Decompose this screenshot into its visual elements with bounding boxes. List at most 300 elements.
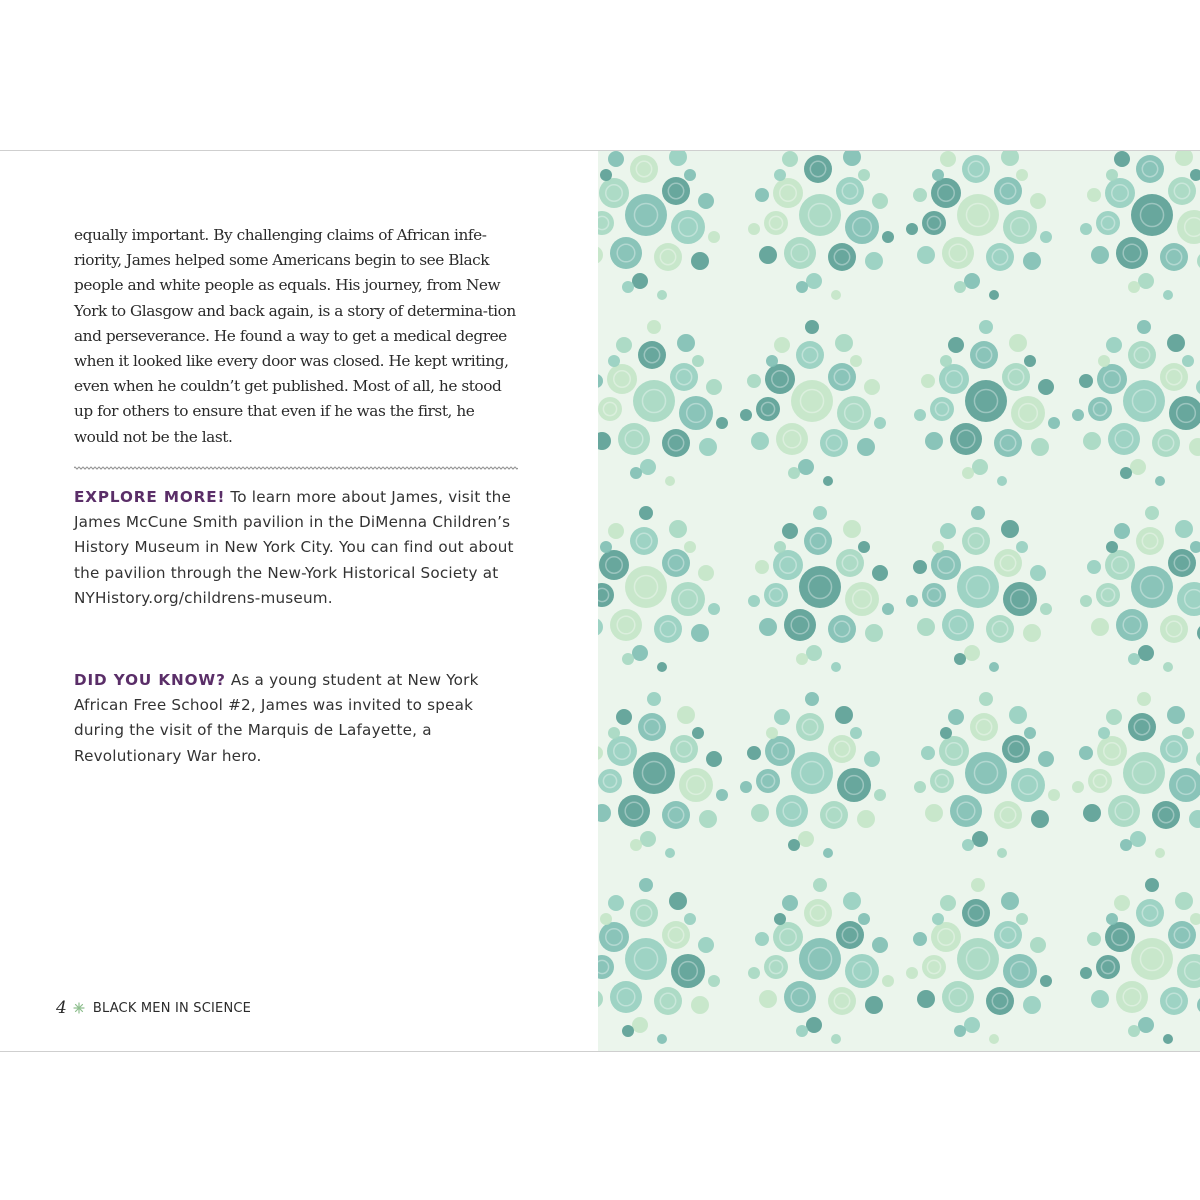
pattern-dot xyxy=(765,736,795,766)
pattern-dot xyxy=(828,363,856,391)
pattern-dot xyxy=(858,913,870,925)
explore-more-text: To learn more about James, visit the James McCune Smith pavilion in the DiMenna Children’s History Museum in New York City. You can find out about the pavilion through the New-York Historical Society at NYHistory.org/childrens-museum. xyxy=(74,488,514,607)
pattern-dot xyxy=(1196,751,1200,767)
pattern-dot xyxy=(931,178,961,208)
pattern-dot xyxy=(1024,727,1036,739)
pattern-dot xyxy=(1024,355,1036,367)
pattern-dot xyxy=(671,954,705,988)
pattern-dot xyxy=(600,913,612,925)
pattern-dot xyxy=(962,467,974,479)
pattern-dot xyxy=(677,706,695,724)
pattern-dot xyxy=(756,769,780,793)
pattern-dot xyxy=(1003,582,1037,616)
pattern-dot xyxy=(804,527,832,555)
pattern-dot xyxy=(662,801,690,829)
pattern-dot xyxy=(906,223,918,235)
pattern-dot xyxy=(638,341,666,369)
pattern-dot xyxy=(630,155,658,183)
pattern-dot xyxy=(782,895,798,911)
pattern-dot xyxy=(708,975,720,987)
star-ornament-icon xyxy=(73,1002,85,1014)
pattern-dot xyxy=(845,210,879,244)
pattern-dot xyxy=(836,549,864,577)
pattern-dot xyxy=(630,839,642,851)
pattern-dot xyxy=(1087,560,1101,574)
pattern-dot xyxy=(845,582,879,616)
pattern-dot xyxy=(965,380,1007,422)
pattern-dot xyxy=(608,355,620,367)
pattern-dot xyxy=(964,273,980,289)
pattern-dot xyxy=(647,320,661,334)
dot-cluster xyxy=(598,878,720,1044)
page-number: 4 xyxy=(56,998,67,1018)
pattern-dot xyxy=(831,290,841,300)
pattern-dot xyxy=(994,801,1022,829)
pattern-dot xyxy=(1048,789,1060,801)
pattern-dot xyxy=(616,337,632,353)
pattern-dot xyxy=(850,355,862,367)
pattern-dot xyxy=(1190,169,1200,181)
pattern-dot xyxy=(791,752,833,794)
pattern-dot xyxy=(1023,624,1041,642)
dot-cluster xyxy=(1080,151,1200,300)
pattern-dot xyxy=(632,645,648,661)
pattern-dot xyxy=(917,990,935,1008)
explore-more-lead: EXPLORE MORE! xyxy=(74,488,226,506)
pattern-dot xyxy=(799,938,841,980)
pattern-dot xyxy=(657,662,667,672)
pattern-dot xyxy=(765,364,795,394)
pattern-dot xyxy=(598,769,622,793)
pattern-dot xyxy=(698,565,714,581)
decorative-pattern-page xyxy=(598,151,1200,1051)
pattern-dot xyxy=(828,243,856,271)
pattern-dot xyxy=(774,337,790,353)
pattern-dot xyxy=(1001,520,1019,538)
pattern-dot xyxy=(1105,550,1135,580)
pattern-dot xyxy=(598,955,614,979)
dot-cluster xyxy=(906,151,1052,300)
running-head: BLACK MEN IN SCIENCE xyxy=(92,1000,252,1016)
pattern-dot xyxy=(979,320,993,334)
pattern-dot xyxy=(1011,768,1045,802)
pattern-dot xyxy=(957,938,999,980)
pattern-dot xyxy=(932,541,944,553)
dot-cluster xyxy=(748,151,894,300)
pattern-dot xyxy=(970,713,998,741)
pattern-dot xyxy=(922,955,946,979)
pattern-dot xyxy=(1011,396,1045,430)
pattern-dot xyxy=(625,194,667,236)
pattern-dot xyxy=(1114,895,1130,911)
pattern-dot xyxy=(1182,355,1194,367)
pattern-dot xyxy=(1079,374,1093,388)
pattern-dot xyxy=(618,423,650,455)
dot-cluster xyxy=(748,878,894,1044)
pattern-dot xyxy=(1105,922,1135,952)
pattern-dot xyxy=(1138,1017,1154,1033)
pattern-dot xyxy=(806,273,822,289)
pattern-dot xyxy=(598,211,614,235)
pattern-dot xyxy=(654,987,682,1015)
pattern-dot xyxy=(751,804,769,822)
pattern-dot xyxy=(962,155,990,183)
pattern-dot xyxy=(872,937,888,953)
pattern-dot xyxy=(1080,595,1092,607)
pattern-dot xyxy=(843,151,861,166)
page-footer xyxy=(56,997,251,1019)
pattern-dot xyxy=(677,334,695,352)
pattern-dot xyxy=(1048,417,1060,429)
pattern-dot xyxy=(857,438,875,456)
pattern-dot xyxy=(755,188,769,202)
dot-cluster xyxy=(598,692,728,858)
pattern-dot xyxy=(784,981,816,1013)
pattern-dot xyxy=(1155,848,1165,858)
pattern-dot xyxy=(1138,273,1154,289)
pattern-dot xyxy=(940,151,956,167)
pattern-dot xyxy=(608,151,624,167)
pattern-dot xyxy=(1190,541,1200,553)
pattern-dot xyxy=(1167,706,1185,724)
pattern-dot xyxy=(740,409,752,421)
pattern-dot xyxy=(1168,177,1196,205)
pattern-dot xyxy=(600,541,612,553)
pattern-dot xyxy=(1177,582,1200,616)
pattern-dot xyxy=(994,429,1022,457)
pattern-dot xyxy=(964,1017,980,1033)
pattern-dot xyxy=(599,922,629,952)
pattern-dot xyxy=(706,751,722,767)
pattern-dot xyxy=(1145,878,1159,892)
pattern-dot xyxy=(755,560,769,574)
pattern-dot xyxy=(820,429,848,457)
pattern-dot xyxy=(1160,363,1188,391)
pattern-dot xyxy=(836,921,864,949)
pattern-dot xyxy=(759,246,777,264)
pattern-dot xyxy=(1123,380,1165,422)
pattern-dot xyxy=(1096,955,1120,979)
pattern-dot xyxy=(657,290,667,300)
pattern-dot xyxy=(940,523,956,539)
pattern-dot xyxy=(679,396,713,430)
pattern-dot xyxy=(1030,193,1046,209)
pattern-dot xyxy=(1009,334,1027,352)
pattern-dot xyxy=(1120,839,1132,851)
pattern-dot xyxy=(1097,736,1127,766)
pattern-dot xyxy=(872,565,888,581)
pattern-dot xyxy=(843,892,861,910)
pattern-dot xyxy=(748,595,760,607)
pattern-dot xyxy=(669,520,687,538)
pattern-dot xyxy=(1128,281,1140,293)
pattern-dot xyxy=(828,735,856,763)
pattern-dot xyxy=(1080,223,1092,235)
pattern-dot xyxy=(1040,975,1052,987)
pattern-dot xyxy=(799,566,841,608)
pattern-dot xyxy=(1160,735,1188,763)
pattern-dot xyxy=(796,653,808,665)
pattern-dot xyxy=(882,603,894,615)
pattern-dot xyxy=(1160,615,1188,643)
pattern-dot xyxy=(843,520,861,538)
pattern-dot xyxy=(1030,937,1046,953)
pattern-dot xyxy=(986,615,1014,643)
pattern-dot xyxy=(1106,169,1118,181)
pattern-dot xyxy=(669,892,687,910)
dot-cluster xyxy=(906,506,1052,672)
pattern-dot xyxy=(921,374,935,388)
pattern-dot xyxy=(632,1017,648,1033)
pattern-dot xyxy=(716,789,728,801)
pattern-dot xyxy=(913,188,927,202)
pattern-dot xyxy=(806,1017,822,1033)
pattern-dot xyxy=(804,899,832,927)
pattern-dot xyxy=(598,990,603,1008)
pattern-dot xyxy=(837,768,871,802)
pattern-dot xyxy=(748,967,760,979)
pattern-dot xyxy=(989,290,999,300)
pattern-dot xyxy=(1087,188,1101,202)
pattern-dot xyxy=(747,746,761,760)
pattern-dot xyxy=(970,341,998,369)
pattern-dot xyxy=(932,169,944,181)
pattern-dot xyxy=(796,713,824,741)
pattern-dot xyxy=(962,899,990,927)
pattern-dot xyxy=(1083,804,1101,822)
pattern-dot xyxy=(1091,246,1109,264)
pattern-dot xyxy=(1167,334,1185,352)
pattern-dot xyxy=(1088,769,1112,793)
pattern-dot xyxy=(755,932,769,946)
pattern-dot xyxy=(1072,409,1084,421)
pattern-dot xyxy=(639,506,653,520)
pattern-dot xyxy=(939,736,969,766)
pattern-dot xyxy=(1002,735,1030,763)
pattern-dot xyxy=(684,541,696,553)
pattern-dot xyxy=(610,981,642,1013)
pattern-dot xyxy=(640,831,656,847)
explore-more-note xyxy=(74,485,524,611)
dot-cluster xyxy=(598,151,720,300)
pattern-dot xyxy=(599,178,629,208)
pattern-dot xyxy=(942,981,974,1013)
pattern-dot xyxy=(932,913,944,925)
dot-cluster xyxy=(914,320,1060,486)
pattern-dot xyxy=(942,609,974,641)
pattern-dot xyxy=(1189,438,1200,456)
pattern-dot xyxy=(997,476,1007,486)
pattern-dot xyxy=(610,237,642,269)
pattern-dot xyxy=(865,252,883,270)
pattern-dot xyxy=(986,243,1014,271)
pattern-dot xyxy=(906,967,918,979)
pattern-dot xyxy=(776,795,808,827)
pattern-dot xyxy=(657,1034,667,1044)
pattern-dot xyxy=(698,937,714,953)
pattern-dot xyxy=(831,1034,841,1044)
dot-cluster xyxy=(906,878,1052,1044)
pattern-dot xyxy=(1001,892,1019,910)
pattern-dot xyxy=(835,706,853,724)
pattern-dot xyxy=(1152,429,1180,457)
pattern-dot xyxy=(979,692,993,706)
pattern-dot xyxy=(882,975,894,987)
pattern-dot xyxy=(965,752,1007,794)
dot-pattern-illustration xyxy=(598,151,1200,1051)
pattern-dot xyxy=(925,804,943,822)
pattern-dot xyxy=(865,624,883,642)
pattern-dot xyxy=(806,645,822,661)
pattern-dot xyxy=(607,736,637,766)
pattern-dot xyxy=(954,281,966,293)
pattern-dot xyxy=(835,334,853,352)
pattern-dot xyxy=(708,603,720,615)
pattern-dot xyxy=(764,583,788,607)
dot-cluster xyxy=(1072,692,1200,858)
pattern-dot xyxy=(1138,645,1154,661)
pattern-dot xyxy=(989,1034,999,1044)
pattern-dot xyxy=(1120,467,1132,479)
pattern-dot xyxy=(670,735,698,763)
pattern-dot xyxy=(654,615,682,643)
pattern-dot xyxy=(1137,320,1151,334)
pattern-dot xyxy=(1098,727,1110,739)
pattern-dot xyxy=(957,566,999,608)
pattern-dot xyxy=(1038,751,1054,767)
pattern-dot xyxy=(1098,355,1110,367)
pattern-dot xyxy=(1106,541,1118,553)
pattern-dot xyxy=(691,624,709,642)
pattern-dot xyxy=(1160,987,1188,1015)
pattern-dot xyxy=(774,709,790,725)
pattern-dot xyxy=(782,523,798,539)
pattern-dot xyxy=(964,645,980,661)
pattern-dot xyxy=(759,618,777,636)
pattern-dot xyxy=(914,409,926,421)
pattern-dot xyxy=(1016,169,1028,181)
pattern-dot xyxy=(1072,781,1084,793)
pattern-dot xyxy=(1031,810,1049,828)
left-page xyxy=(0,151,598,1051)
pattern-dot xyxy=(1116,981,1148,1013)
pattern-dot xyxy=(948,709,964,725)
pattern-dot xyxy=(828,615,856,643)
pattern-dot xyxy=(917,618,935,636)
wavy-rule-icon xyxy=(74,466,518,470)
pattern-dot xyxy=(940,355,952,367)
pattern-dot xyxy=(632,273,648,289)
pattern-dot xyxy=(850,727,862,739)
pattern-dot xyxy=(625,938,667,980)
pattern-dot xyxy=(751,432,769,450)
pattern-dot xyxy=(639,878,653,892)
pattern-dot xyxy=(630,467,642,479)
pattern-dot xyxy=(837,396,871,430)
pattern-dot xyxy=(1175,892,1193,910)
pattern-dot xyxy=(1083,432,1101,450)
pattern-dot xyxy=(1031,438,1049,456)
pattern-dot xyxy=(962,839,974,851)
pattern-dot xyxy=(940,727,952,739)
pattern-dot xyxy=(845,954,879,988)
pattern-dot xyxy=(950,423,982,455)
pattern-dot xyxy=(764,955,788,979)
pattern-dot xyxy=(684,169,696,181)
pattern-dot xyxy=(756,397,780,421)
pattern-dot xyxy=(798,831,814,847)
pattern-dot xyxy=(997,848,1007,858)
pattern-dot xyxy=(1177,954,1200,988)
pattern-dot xyxy=(954,653,966,665)
pattern-dot xyxy=(759,990,777,1008)
pattern-dot xyxy=(622,1025,634,1037)
pattern-dot xyxy=(640,459,656,475)
pattern-dot xyxy=(1128,653,1140,665)
pattern-dot xyxy=(948,337,964,353)
pattern-dot xyxy=(773,922,803,952)
pattern-dot xyxy=(773,178,803,208)
pattern-dot xyxy=(1016,913,1028,925)
body-paragraph: equally important. By challenging claims of African infe-riority, James helped some Americans begin to see Black people and white people as equals. His journey, from New York to Glasgow and back again, is a story of determina-tion and perseverance. He found a way to get a medical degree when it looked like every door was closed. He kept writing, even when he couldn’t get published. Most of all, he stood up for others to ensure that even if he was the first, he would not be the last. xyxy=(74,226,516,446)
pattern-dot xyxy=(784,237,816,269)
pattern-dot xyxy=(1097,364,1127,394)
pattern-dot xyxy=(1023,252,1041,270)
pattern-dot xyxy=(679,768,713,802)
pattern-dot xyxy=(1040,603,1052,615)
pattern-dot xyxy=(1003,210,1037,244)
pattern-dot xyxy=(1136,899,1164,927)
pattern-dot xyxy=(1038,379,1054,395)
pattern-dot xyxy=(1128,1025,1140,1037)
pattern-dot xyxy=(962,527,990,555)
pattern-dot xyxy=(1096,211,1120,235)
pattern-dot xyxy=(1114,151,1130,167)
pattern-dot xyxy=(662,177,690,205)
pattern-dot xyxy=(1190,913,1200,925)
pattern-dot xyxy=(791,380,833,422)
pattern-dot xyxy=(1168,549,1196,577)
pattern-dot xyxy=(706,379,722,395)
pattern-dot xyxy=(608,895,624,911)
pattern-dot xyxy=(1106,709,1122,725)
pattern-dot xyxy=(610,609,642,641)
pattern-dot xyxy=(864,751,880,767)
pattern-dot xyxy=(921,746,935,760)
pattern-dot xyxy=(1136,155,1164,183)
pattern-dot xyxy=(1108,795,1140,827)
pattern-dot xyxy=(692,727,704,739)
pattern-dot xyxy=(699,810,717,828)
pattern-dot xyxy=(774,913,786,925)
pattern-dot xyxy=(633,380,675,422)
dot-cluster xyxy=(1080,506,1200,672)
pattern-dot xyxy=(1145,506,1159,520)
pattern-dot xyxy=(836,177,864,205)
pattern-dot xyxy=(798,459,814,475)
pattern-dot xyxy=(1182,727,1194,739)
dot-cluster xyxy=(1072,320,1200,486)
pattern-dot xyxy=(788,467,800,479)
pattern-dot xyxy=(607,364,637,394)
pattern-dot xyxy=(874,417,886,429)
pattern-dot xyxy=(782,151,798,167)
dot-cluster xyxy=(740,320,886,486)
pattern-dot xyxy=(684,913,696,925)
pattern-dot xyxy=(917,246,935,264)
pattern-dot xyxy=(665,476,675,486)
pattern-dot xyxy=(1189,810,1200,828)
